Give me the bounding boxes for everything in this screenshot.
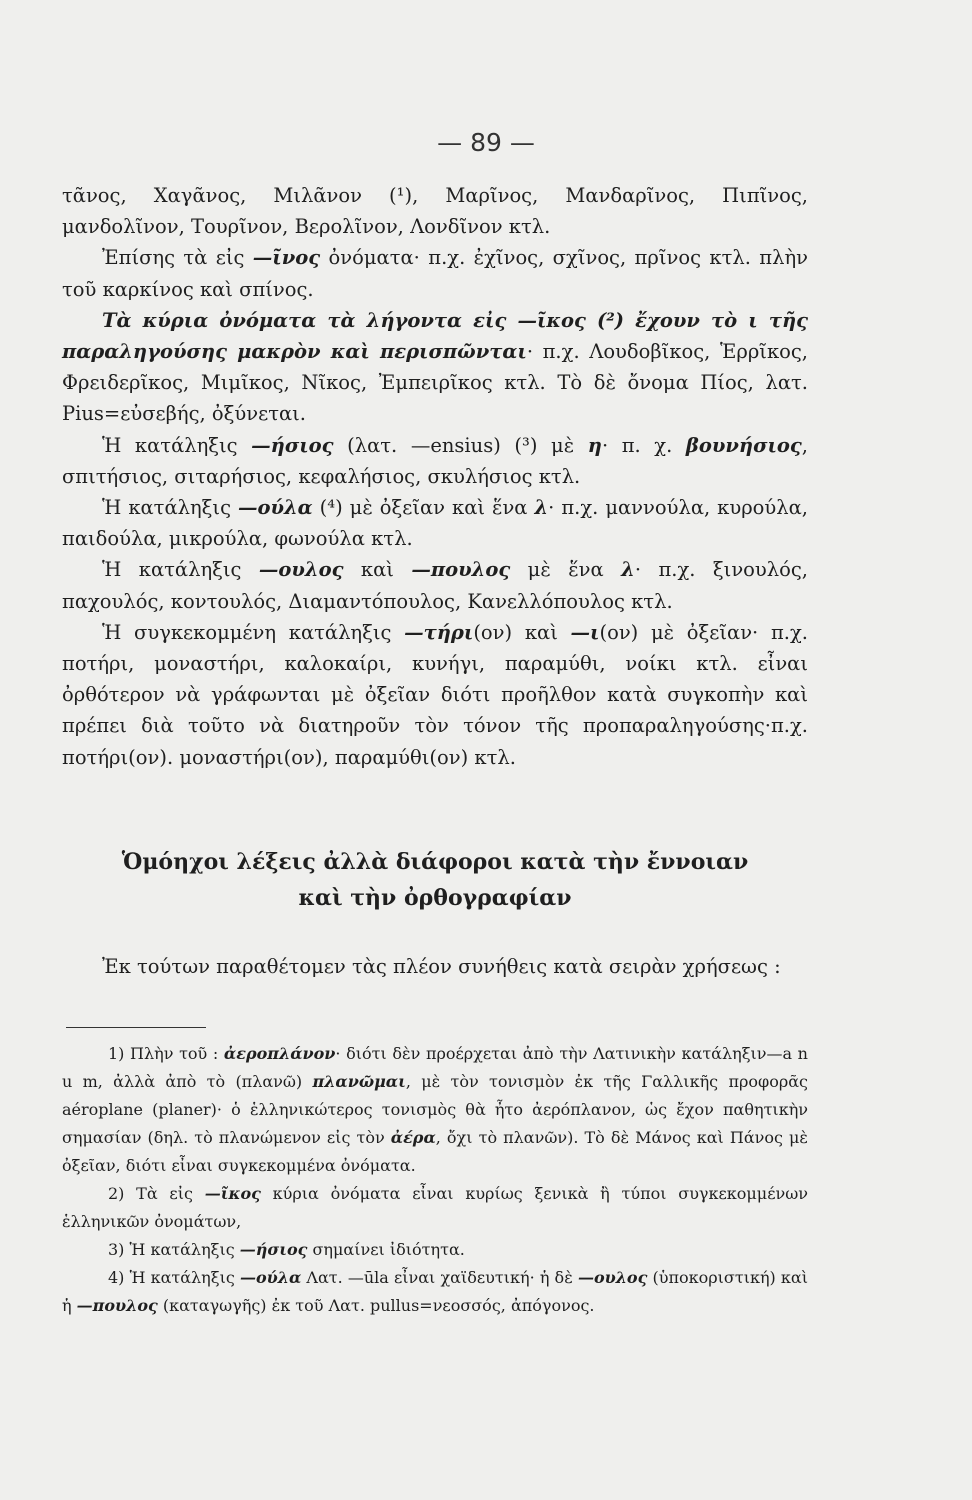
footnotes (62, 1040, 808, 1320)
emphasis-text: —ούλα (239, 1268, 302, 1287)
emphasis-text: —ι (570, 620, 600, 644)
text-run: , ὄχι τὸ πλανῶν). Τὸ δὲ Μάνος καὶ Πάνος μὲ ὀξεῖαν, διότι εἶναι συγκεκομμένα ὀνόματα. (62, 1128, 809, 1175)
paragraph (62, 617, 808, 773)
text-run: (ὑποκοριστική) καὶ ἡ (62, 1268, 809, 1315)
paragraph (62, 554, 808, 616)
emphasis-text: —ήσιος (239, 1240, 308, 1259)
section-heading (62, 844, 808, 916)
text-run: ὀνόματα· π.χ. ἐχῖνος, σχῖνος, πρῖνος κτλ. πλὴν τοῦ καρκίνος καὶ σπίνος. (62, 246, 809, 301)
text-run: (καταγωγῆς) ἐκ τοῦ Λατ. pullus=νεοσσός, ἀπόγονος. (157, 1296, 595, 1315)
text-run: · π.χ. μαννούλα, κυρούλα, παιδούλα, μικρούλα, φωνούλα κτλ. (62, 496, 808, 551)
text-run: κύρια ὀνόματα εἶναι κυρίως ξενικὰ ἢ τύποι συγκεκομμένων ἑλληνικῶν ὀνομάτων, (62, 1184, 808, 1231)
footnote-divider (66, 1027, 206, 1028)
text-run: 3) Ἡ κατάληξις (108, 1240, 240, 1259)
emphasis-text: —ουλος (577, 1268, 648, 1287)
paragraph (62, 180, 808, 242)
intro-text: Ἐκ τούτων παραθέτομεν τὰς πλέον συνήθεις κατὰ σειρὰν χρήσεως : (102, 955, 781, 978)
text-run: Ἡ κατάληξις (102, 433, 252, 457)
intro-paragraph (62, 950, 808, 984)
text-run: · π. χ. (601, 433, 686, 457)
text-run: (⁴) μὲ ὀξεῖαν καὶ ἕνα (312, 496, 535, 520)
paragraph (62, 242, 808, 304)
heading-line-1: Ὁμόηχοι λέξεις ἀλλὰ διάφοροι κατὰ τὴν ἔννοιαν (121, 849, 749, 875)
text-run: μὲ ἕνα (510, 558, 622, 582)
emphasis-text: ἀεροπλάνον (223, 1044, 336, 1063)
text-run: Ἡ κατάληξις (102, 496, 238, 520)
footnote (62, 1040, 808, 1180)
text-run: καὶ (343, 558, 412, 582)
emphasis-text: —ῖνος (252, 246, 321, 270)
footnote (62, 1180, 808, 1236)
emphasis-text: λ (621, 558, 635, 582)
text-run: · διότι δὲν προέρχεται ἀπὸ τὴν Λατινικὴν κατάληξιν—a n u m, ἀλλὰ ἀπὸ τὸ (πλανῶ) (62, 1044, 808, 1091)
main-text (62, 180, 808, 773)
emphasis-text: ἀέρα (390, 1128, 436, 1147)
emphasis-text: —τήρι (404, 620, 474, 644)
emphasis-text: λ (534, 496, 549, 520)
paragraph (62, 305, 808, 430)
text-run: 2) Τὰ εἰς (108, 1184, 205, 1203)
text-run: , σπιτήσιος, σιταρήσιος, κεφαλήσιος, σκυλήσιος κτλ. (62, 433, 808, 488)
emphasis-text: —ῖκος (204, 1184, 261, 1203)
text-run: · π.χ. Λουδοβῖκος, Ἑρρῖκος, Φρειδερῖκος, Μιμῖκος, Νῖκος, Ἐμπειρῖκος κτλ. Τὸ δὲ ὄνομα Πίος, λατ. Pius=εὐσεβής, ὀξύνεται. (62, 340, 808, 426)
text-run: τᾶνος, Χαγᾶνος, Μιλᾶνον (¹), Μαρῖνος, Μανδαρῖνος, Πιπῖνος, μανδολῖνον, Τουρῖνον, Βερολῖνον, Λονδῖνον κτλ. (62, 184, 808, 239)
text-run: (ον) μὲ ὀξεῖαν· π.χ. ποτήρι, μοναστήρι, καλοκαίρι, κυνήγι, παραμύθι, νοίκι κτλ. εἶναι ὀρθότερον νὰ γράφωνται μὲ ὀξεῖαν διότι προῆλθον κατὰ συγκοπὴν καὶ πρέπει διὰ τοῦτο νὰ διατηροῦν τὸν τόνον τῆς προπαραληγούσης·π.χ. ποτήρι(ον). μοναστήρι(ον), παραμύθι(ον) κτλ. (62, 620, 808, 769)
text-run: Ἐπίσης τὰ εἰς (102, 246, 253, 270)
emphasis-text: —ούλα (237, 496, 313, 520)
text-run: Λατ. —ūla εἶναι χαϊδευτική· ἡ δὲ (301, 1268, 578, 1287)
emphasis-text: —ουλος (258, 558, 344, 582)
emphasis-text: —πουλος (76, 1296, 158, 1315)
emphasis-text: —ήσιος (251, 433, 334, 457)
paragraph (62, 430, 808, 492)
footnote (62, 1264, 808, 1320)
text-run: 1) Πλὴν τοῦ : (108, 1044, 224, 1063)
emphasis-text: πλανῶμαι (312, 1072, 406, 1091)
text-run: Ἡ κατάληξις (102, 558, 259, 582)
text-run: (ον) καὶ (473, 620, 571, 644)
text-run: , μὲ τὸν τονισμὸν ἐκ τῆς Γαλλικῆς προφορᾶς aéroplane (planer)· ὁ ἑλληνικώτερος τονισμὸς θὰ ἦτο ἀερόπλανον, ὡς ἔχον παθητικὴν σημασίαν (δηλ. τὸ πλανώμενον εἰς τὸν (62, 1072, 809, 1147)
text-run: Ἡ συγκεκομμένη κατάληξις (102, 620, 405, 644)
emphasis-text: βουνήσιος (685, 433, 802, 457)
emphasis-text: η (587, 433, 602, 457)
paragraph (62, 492, 808, 554)
emphasis-text: —πουλος (411, 558, 511, 582)
heading-line-2: καὶ τὴν ὀρθογραφίαν (298, 885, 572, 911)
page-number: — 89 — (437, 128, 535, 157)
text-run: σημαίνει ἰδιότητα. (307, 1240, 465, 1259)
footnote (62, 1236, 808, 1264)
text-run: · π.χ. ξινουλός, παχουλός, κοντουλός, Διαμαντόπουλος, Κανελλόπουλος κτλ. (62, 558, 808, 613)
text-run: 4) Ἡ κατάληξις (108, 1268, 240, 1287)
text-run: (λατ. —ensius) (³) μὲ (333, 433, 588, 457)
emphasis-text: Τὰ κύρια ὀνόματα τὰ λήγοντα εἰς —ῖκος (²) ἔχουν τὸ ι τῆς παραληγούσης μακρὸν καὶ περισπῶνται (62, 308, 808, 364)
